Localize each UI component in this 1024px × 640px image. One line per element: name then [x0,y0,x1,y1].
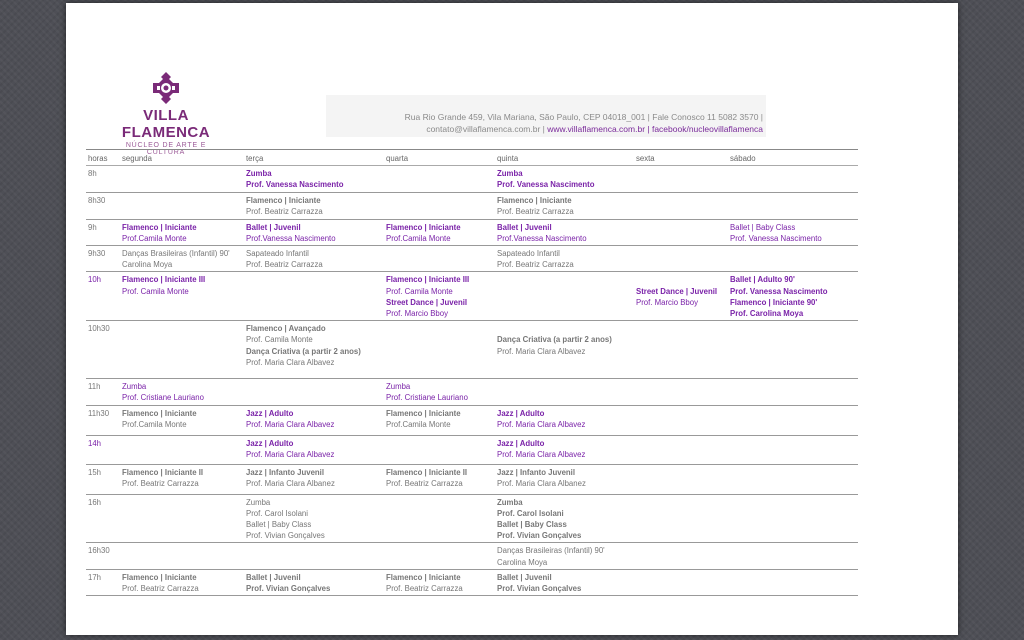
class-entry: Flamenco | Iniciante [122,222,197,232]
schedule-cell [384,219,495,245]
schedule-cell [495,464,634,494]
hour-label: 11h [86,379,120,405]
class-entry: Prof. Beatriz Carrazza [122,478,199,488]
schedule-cell [634,272,728,321]
class-entry: Zumba [246,169,272,179]
schedule-cell [728,321,858,379]
class-entry: Sapateado Infantil [497,249,560,259]
schedule-cell [384,321,495,379]
schedule-cell [634,464,728,494]
schedule-cell [495,543,634,569]
class-entry: Prof. Beatriz Carrazza [246,260,323,270]
class-entry: Prof. Carolina Moya [730,309,804,319]
class-entry: Prof. Camila Monte [246,335,313,345]
schedule-cell [634,569,728,595]
class-entry: Flamenco | Avançado [246,324,326,334]
schedule-cell [244,219,384,245]
schedule-cell [728,569,858,595]
schedule-cell [634,435,728,464]
schedule-body [86,166,858,596]
class-entry: Ballet | Juvenil [246,222,301,232]
class-entry: Prof. Marcio Bboy [636,297,698,307]
column-header-5: sexta [634,150,728,166]
schedule-cell [244,246,384,272]
schedule-cell [384,192,495,219]
logo-name: VILLA FLAMENCA [121,107,211,141]
schedule-cell [120,405,244,435]
schedule-cell [634,321,728,379]
schedule-cell [728,166,858,192]
hour-label: 14h [86,435,120,464]
class-entry: Prof.Camila Monte [386,419,451,429]
class-entry: Ballet | Baby Class [497,520,567,530]
class-entry: Ballet | Juvenil [497,222,552,232]
class-entry: Ballet | Baby Class [730,222,796,232]
schedule-cell [728,543,858,569]
class-entry: Ballet | Adulto 90' [730,275,795,285]
schedule-cell [244,192,384,219]
document-page [66,3,958,635]
schedule-cell [384,464,495,494]
schedule-row [86,166,858,192]
class-entry: Flamenco | Iniciante II [386,467,468,477]
schedule-cell [495,569,634,595]
column-header-0: horas [86,150,120,166]
schedule-row [86,435,858,464]
schedule-cell [244,379,384,405]
column-header-4: quinta [495,150,634,166]
class-entry: Prof. Beatriz Carrazza [386,584,463,594]
class-entry: Prof. Vanessa Nascimento [497,180,595,190]
class-entry: Flamenco | Iniciante [386,572,461,582]
hour-label: 10h [86,272,120,321]
class-entry: Flamenco | Iniciante [497,195,572,205]
class-entry: Zumba [386,382,411,392]
schedule-cell [728,494,858,543]
contact-email[interactable]: contato@villaflamenca.com.br | [426,124,545,134]
schedule-row [86,464,858,494]
schedule-cell [728,272,858,321]
schedule-row [86,321,858,379]
class-entry: Street Dance | Juvenil [386,297,468,307]
schedule-row [86,192,858,219]
class-entry: Carolina Moya [122,260,173,270]
class-entry: Flamenco | Iniciante II [122,467,204,477]
class-entry: Prof.Camila Monte [122,233,187,243]
schedule-table [86,149,858,596]
schedule-cell [634,379,728,405]
hour-label: 9h [86,219,120,245]
class-entry: Prof. Beatriz Carrazza [497,206,574,216]
class-entry [636,274,726,285]
schedule-cell [120,494,244,543]
schedule-cell [120,379,244,405]
hour-label: 10h30 [86,321,120,379]
schedule-cell [244,405,384,435]
schedule-cell [634,219,728,245]
schedule-row [86,219,858,245]
class-entry: Prof. Vivian Gonçalves [246,584,331,594]
schedule-cell [495,166,634,192]
hour-label: 11h30 [86,405,120,435]
schedule-row [86,379,858,405]
class-entry: Zumba [122,382,147,392]
class-entry: Jazz | Adulto [246,408,294,418]
column-header-1: segunda [120,150,244,166]
schedule-cell [728,464,858,494]
class-entry: Jazz | Adulto [497,438,545,448]
class-entry: Prof. Maria Clara Albanez [497,478,586,488]
class-entry: Jazz | Adulto [246,438,294,448]
class-entry: Prof. Maria Clara Albavez [246,357,335,367]
schedule-cell [120,246,244,272]
schedule-cell [120,569,244,595]
column-header-6: sábado [728,150,858,166]
class-entry: Prof. Vanessa Nascimento [730,233,822,243]
column-header-2: terça [244,150,384,166]
schedule-cell [495,219,634,245]
class-entry: Ballet | Juvenil [246,572,301,582]
schedule-cell [728,379,858,405]
class-entry: Flamenco | Iniciante 90' [730,297,818,307]
class-entry: Flamenco | Iniciante [246,195,321,205]
schedule-cell [495,379,634,405]
class-entry: Zumba [246,497,271,507]
schedule-cell [728,219,858,245]
class-entry: Prof. Beatriz Carrazza [386,478,463,488]
class-entry: Sapateado Infantil [246,249,309,259]
schedule-cell [634,405,728,435]
schedule-cell [244,166,384,192]
class-entry: Prof. Vivian Gonçalves [497,531,582,541]
hour-label: 9h30 [86,246,120,272]
schedule-cell [244,435,384,464]
class-entry: Prof. Beatriz Carrazza [497,260,574,270]
class-entry: Prof.Camila Monte [386,233,451,243]
schedule-cell [120,543,244,569]
class-entry: Flamenco | Iniciante [386,222,461,232]
class-entry: Street Dance | Juvenil [636,286,718,296]
class-entry: Dança Criativa (a partir 2 anos) [246,346,361,356]
schedule-row [86,494,858,543]
hour-label: 8h30 [86,192,120,219]
schedule-cell [120,435,244,464]
schedule-cell [384,435,495,464]
schedule-cell [495,321,634,379]
schedule-cell [495,272,634,321]
schedule-cell [244,464,384,494]
schedule-cell [120,219,244,245]
class-entry: Prof.Vanessa Nascimento [497,233,587,243]
class-entry: Flamenco | Iniciante [386,408,461,418]
class-entry: Jazz | Infanto Juvenil [246,467,324,477]
schedule-cell [384,272,495,321]
schedule-cell [244,494,384,543]
schedule-cell [495,246,634,272]
contact-links [405,123,763,135]
schedule-cell [728,246,858,272]
schedule-cell [120,192,244,219]
class-entry: Prof. Vanessa Nascimento [246,180,344,190]
column-header-3: quarta [384,150,495,166]
class-entry: Danças Brasileiras (Infantil) 90' [122,249,230,259]
hour-label: 15h [86,464,120,494]
class-entry: Zumba [497,497,523,507]
schedule-row [86,246,858,272]
schedule-cell [495,192,634,219]
schedule-cell [728,192,858,219]
class-entry: Flamenco | Iniciante [122,408,197,418]
class-entry: Prof. Maria Clara Albavez [497,449,586,459]
schedule-cell [495,494,634,543]
class-entry: Danças Brasileiras (Infantil) 90' [497,546,605,556]
schedule-cell [634,166,728,192]
schedule-cell [728,435,858,464]
class-entry: Prof.Camila Monte [122,419,187,429]
schedule-cell [120,166,244,192]
schedule-cell [384,246,495,272]
class-entry: Flamenco | Iniciante III [122,275,206,285]
contact-address: Rua Rio Grande 459, Vila Mariana, São Paulo, CEP 04018_001 | Fale Conosco 11 5082 3570 | [404,112,763,122]
class-entry: Prof. Cristiane Lauriano [386,393,468,403]
schedule-header-row [86,150,858,166]
class-entry: Zumba [497,169,523,179]
schedule-cell [634,192,728,219]
class-entry: Prof. Beatriz Carrazza [122,584,199,594]
class-entry: Prof. Marcio Bboy [386,309,448,319]
schedule-cell [120,272,244,321]
schedule-cell [634,246,728,272]
contact-info [405,111,763,135]
class-entry: Flamenco | Iniciante III [386,275,470,285]
schedule-cell [634,543,728,569]
contact-website[interactable]: www.villaflamenca.com.br | facebook/nucleovillaflamenca [547,124,763,134]
class-entry: Prof. Maria Clara Albavez [497,419,586,429]
schedule-cell [384,543,495,569]
schedule-cell [495,405,634,435]
hour-label: 16h30 [86,543,120,569]
class-entry: Flamenco | Iniciante [122,572,197,582]
schedule-cell [244,321,384,379]
class-entry: Prof. Vanessa Nascimento [730,286,828,296]
schedule-cell [384,166,495,192]
schedule-cell [120,321,244,379]
hour-label: 17h [86,569,120,595]
schedule-row [86,543,858,569]
class-entry: Prof. Maria Clara Albanez [246,478,335,488]
class-entry: Ballet | Baby Class [246,520,312,530]
class-entry: Ballet | Juvenil [497,572,552,582]
schedule-cell [384,569,495,595]
schedule-cell [384,405,495,435]
class-entry: Jazz | Infanto Juvenil [497,467,575,477]
schedule-row [86,272,858,321]
schedule-cell [120,464,244,494]
flamenca-emblem-icon [151,71,181,105]
schedule-cell [244,543,384,569]
logo-subtitle: NÚCLEO DE ARTE E CULTURA [125,142,207,156]
schedule-cell [384,379,495,405]
class-entry: Prof. Maria Clara Albavez [246,449,335,459]
schedule-cell [384,494,495,543]
schedule-cell [634,494,728,543]
class-entry: Prof. Maria Clara Albavez [246,419,335,429]
schedule-row [86,405,858,435]
class-entry [497,323,632,334]
schedule-cell [244,272,384,321]
class-entry: Prof. Vivian Gonçalves [246,531,325,541]
class-entry: Prof.Vanessa Nascimento [246,233,336,243]
schedule-row [86,569,858,595]
class-entry: Prof. Carol Isolani [246,508,308,518]
class-entry: Prof. Cristiane Lauriano [122,393,204,403]
class-entry: Prof. Carol Isolani [497,508,564,518]
class-entry: Prof. Camila Monte [386,286,453,296]
logo [106,71,226,156]
class-entry: Prof. Vivian Gonçalves [497,584,582,594]
class-entry: Carolina Moya [497,557,548,567]
class-entry: Prof. Camila Monte [122,286,189,296]
class-entry: Prof. Maria Clara Albavez [497,346,586,356]
class-entry: Dança Criativa (a partir 2 anos) [497,335,612,345]
hour-label: 16h [86,494,120,543]
class-entry: Jazz | Adulto [497,408,545,418]
hour-label: 8h [86,166,120,192]
schedule-cell [495,435,634,464]
class-entry: Prof. Beatriz Carrazza [246,206,323,216]
schedule-cell [728,405,858,435]
schedule-cell [244,569,384,595]
